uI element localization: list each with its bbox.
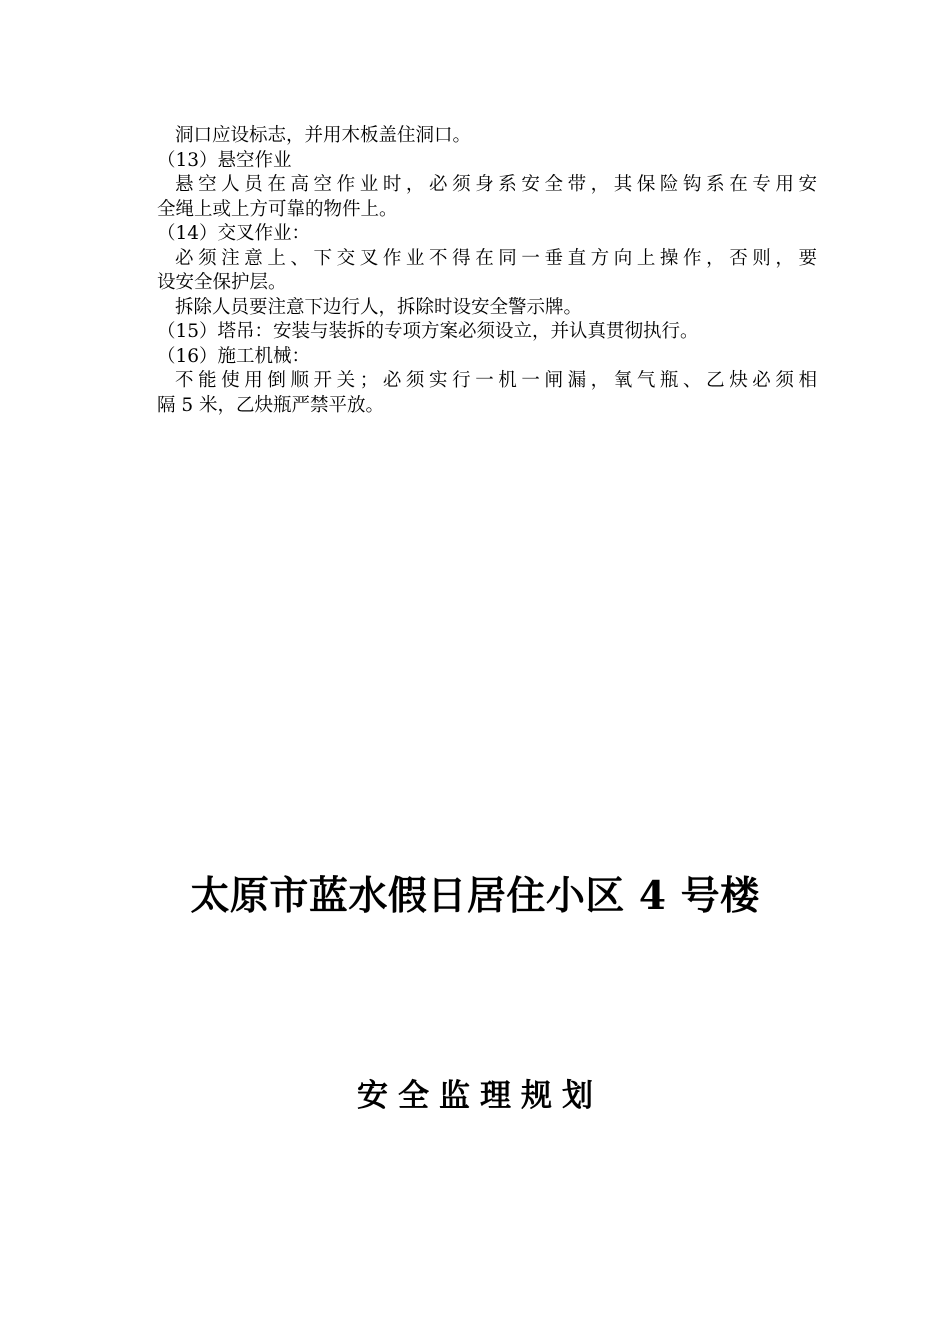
- paragraph-line: 设安全保护层。: [157, 272, 287, 293]
- paragraph-line: 隔 5 米，乙炔瓶严禁平放。: [157, 394, 385, 416]
- paragraph-line: 洞口应设标志，并用木板盖住洞口。: [175, 125, 472, 146]
- section-heading-14: （14）交叉作业：: [157, 223, 311, 244]
- paragraph-line: 必须注意上、下交叉作业不得在同一垂直方向上操作，否则，要: [175, 247, 817, 269]
- safety-measures-text: [157, 124, 817, 418]
- section-heading-16: （16）施工机械：: [157, 345, 311, 367]
- cover-title: 太原市蓝水假日居住小区 4 号楼: [190, 873, 760, 919]
- paragraph-line: 不能使用倒顺开关；必须实行一机一闸漏，氧气瓶、乙炔必须相: [175, 370, 817, 391]
- paragraph-line: 全绳上或上方可靠的物件上。: [157, 198, 398, 220]
- cover-subtitle: 安全监理规划: [357, 1078, 603, 1114]
- section-heading-15: （15）塔吊：安装与装拆的专项方案必须设立，并认真贯彻执行。: [157, 321, 699, 342]
- paragraph-line: 拆除人员要注意下边行人，拆除时设安全警示牌。: [175, 296, 583, 318]
- paragraph-line: 悬空人员在高空作业时，必须身系安全带，其保险钩系在专用安: [175, 174, 817, 195]
- section-heading-13: （13）悬空作业: [157, 149, 292, 171]
